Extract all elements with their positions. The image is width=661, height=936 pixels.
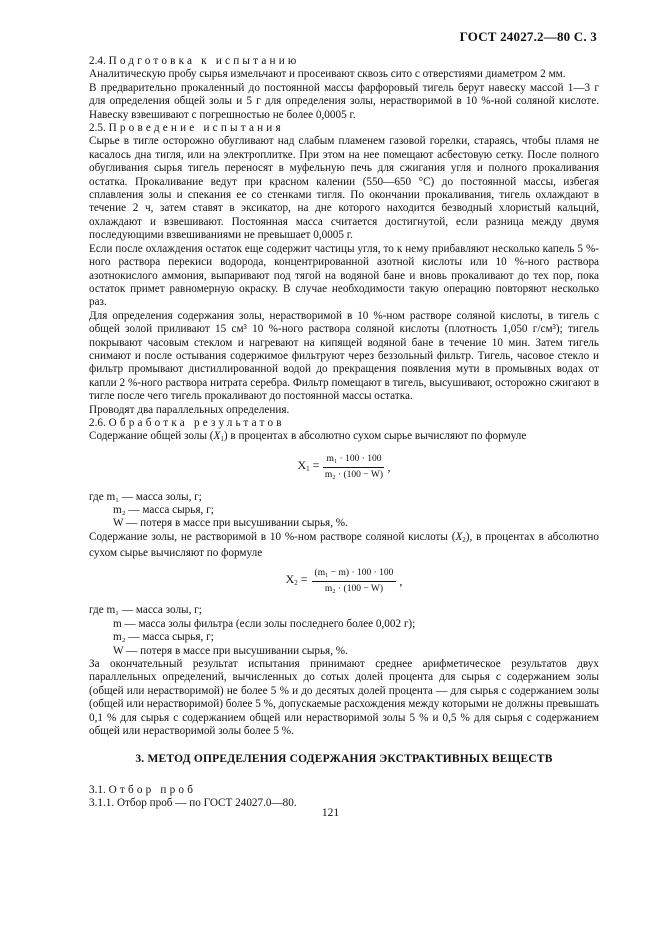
paragraph: Аналитическую пробу сырья измельчают и просеивают сквозь сито с отверстиями диаметром 2 мм. <box>89 68 566 81</box>
section-heading-text: Подготовка к испытанию <box>108 55 300 67</box>
formula-x1: $X_1$ = $\frac{\text{m₁ · 100 · 100}}{\text{m₂ · (100 − W)}}$ , <box>89 453 599 483</box>
section-2-6-heading: 2.6. Обработка результатов <box>89 416 285 429</box>
formula-denominator: m₂ · (100 − W) <box>324 470 384 481</box>
paragraph: 3.1.1. Отбор проб — по ГОСТ 24027.0—80. <box>89 797 297 810</box>
document-body <box>89 55 599 811</box>
variable-definition: m — масса золы фильтра (если золы последнего более 0,002 г); <box>113 617 416 630</box>
variable-definition: m₂ — масса сырья, г; <box>113 631 214 644</box>
section-2-5-heading: 2.5. Проведение испытания <box>89 122 284 135</box>
formula-numerator: m₁ · 100 · 100 <box>323 453 384 468</box>
formula-denominator: m₂ · (100 − W) <box>324 584 384 595</box>
variable-definition: m₂ — масса сырья, г; <box>113 504 214 516</box>
formula-numerator: (m₁ − m) · 100 · 100 <box>312 567 397 582</box>
paragraph: Сырье в тигле осторожно обугливают над слабым пламенем газовой горелки, стараясь, чтобы пламя не касалось дна тигля, или на электроплитке. При этом на нее помещают асбестовую сетку. После полного обугливания сырья тигель переносят в муфельную печь для сжигания угля и полного прокаливания остатка. Прокаливание ведут при красном калении (550—650 °С) до постоянной массы, избегая сплавления золы и спекания ее со стенками тигля. По окончании прокаливания, тигель охлаждают в течение 2 ч, затем ставят в эксикатор, на дне которого находится безводный хлористый кальций, охлаждают и взвешивают. Постоянная масса считается достигнутой, если разница между двумя последующими взвешиваниями не превышает 0,0005 г. <box>89 135 599 242</box>
variable-definitions-1 <box>89 491 599 531</box>
section-3-1-heading: 3.1. Отбор проб <box>89 783 197 796</box>
section-heading-text: Обработка результатов <box>108 416 285 429</box>
paragraph: За окончательный результат испытания принимают среднее арифметическое результатов двух параллельных определений, вычисленных до сотых долей процента для сырья с содержанием золы (общей или нерастворимой) не более 5 % и до десятых долей процента — для сырья с содержанием золы (общей или нерастворимой) более 5 %, допускаемые расхождения между которыми не должны превышать 0,1 % для сырья с содержанием общей или нерастворимой золы 5 % и 0,5 % для сырья с содержанием общей или нерастворимой золы более 5 %. <box>89 658 599 738</box>
page-number: 121 <box>321 807 340 819</box>
section-2-4-heading: 2.4. Подготовка к испытанию <box>89 55 300 67</box>
paragraph: Проводят два параллельных определения. <box>89 403 290 416</box>
variable-definition: W — потеря в массе при высушивании сырья, %. <box>113 517 348 530</box>
section-heading-text: Отбор проб <box>108 783 197 796</box>
page-header: ГОСТ 24027.2—80 С. 3 <box>459 29 597 44</box>
variable-definition: где m₁ — масса золы, г; <box>89 490 202 503</box>
variable-definition: W — потеря в массе при высушивании сырья, %. <box>113 644 348 657</box>
section-3-title: 3. МЕТОД ОПРЕДЕЛЕНИЯ СОДЕРЖАНИЯ ЭКСТРАКТИВНЫХ ВЕЩЕСТВ <box>135 752 553 765</box>
formula-x2: $X_2$ = $\frac{\text{(m₁ − m) · 100 · 100}}{\text{m₂ · (100 − W)}}$ , <box>89 567 599 597</box>
paragraph: Содержание общей золы $(X_1)$ в процентах в абсолютно сухом сырье вычисляют по формуле <box>89 430 527 444</box>
paragraph: Содержание золы, не растворимой в 10 %-ном растворе соляной кислоты $(X_2)$, в процентах в абсолютно сухом сырье вычисляют по формуле <box>89 530 599 560</box>
variable-definition: где m₁ — масса золы, г; <box>89 604 202 617</box>
paragraph: В предварительно прокаленный до постоянной массы фарфоровый тигель берут навеску массой 1—3 г для определения общей золы и 5 г для определения золы, нерастворимой в 10 %-ной соляной кислоте. Навеску взвешивают с погрешностью не более 0,0005 г. <box>89 81 599 121</box>
variable-definitions-2 <box>89 604 599 658</box>
paragraph: Если после охлаждения остаток еще содержит частицы угля, то к нему прибавляют несколько капель 5 %-ного раствора перекиси водорода, концентрированной азотной кислоты или 10 %-ного раствора азотнокислого аммония, выпаривают под тягой на водяной бане и вновь прокаливают до тех пор, пока остаток примет равномерную окраску. В случае необходимости такую операцию повторяют несколько раз. <box>89 242 599 309</box>
paragraph: Для определения содержания золы, нерастворимой в 10 %-ном растворе соляной кислоты, в тигель с общей золой приливают 15 см³ 10 %-ного раствора соляной кислоты (плотность 1,050 г/см³); тигель покрывают часовым стеклом и нагревают на кипящей водяной бане в течение 10 мин. Затем тигель снимают и после остывания содержимое фильтруют через беззольный фильтр. Тигель, часовое стекло и фильтр промывают дистиллированной водой до прекращения появления мути в промывных водах от капли 2 %-ного раствора нитрата серебра. Фильтр помещают в тигель, высушивают, осторожно сжигают в тигле после чего тигель прокаливают до постоянной массы остатка. <box>89 309 599 403</box>
section-heading-text: Проведение испытания <box>108 122 284 135</box>
